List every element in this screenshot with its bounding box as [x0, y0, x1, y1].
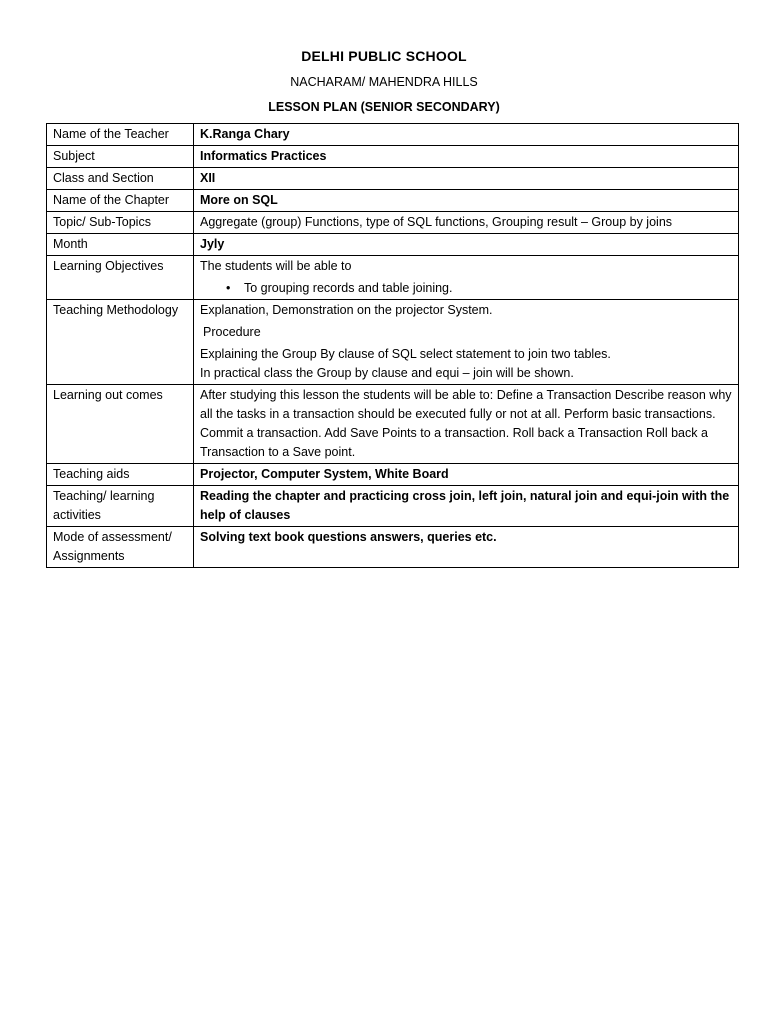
table-row-objectives	[47, 256, 739, 300]
objectives-intro: The students will be able to	[200, 259, 352, 273]
bullet-icon: •	[226, 281, 231, 295]
table-row-aids	[47, 464, 739, 486]
subject-label: Subject	[47, 146, 194, 168]
methodology-line-4: In practical class the Group by clause and equi – join will be shown.	[200, 366, 574, 380]
methodology-line-3: Explaining the Group By clause of SQL select statement to join two tables.	[200, 347, 611, 361]
month-value: Jyly	[194, 234, 739, 256]
activities-label: Teaching/ learning activities	[47, 486, 194, 527]
objectives-bullet-text: To grouping records and table joining.	[244, 281, 453, 295]
outcomes-value: After studying this lesson the students will be able to: Define a Transaction Describe reason why all the tasks in a transaction should be executed fully or not at all. Perform basic transactions. Commit a transaction. Add Save Points to a transaction. Roll back a Transaction Roll back a Transaction to a Save point.	[194, 385, 739, 464]
subject-value: Informatics Practices	[194, 146, 739, 168]
lesson-plan-table	[46, 123, 739, 568]
table-row-assessment	[47, 527, 739, 568]
methodology-line-1: Explanation, Demonstration on the projector System.	[200, 303, 493, 317]
table-row-teacher	[47, 124, 739, 146]
table-row-methodology	[47, 300, 739, 385]
class-section-value: XII	[194, 168, 739, 190]
outcomes-label: Learning out comes	[47, 385, 194, 464]
table-row-outcomes	[47, 385, 739, 464]
table-row-activities	[47, 486, 739, 527]
table-row-month	[47, 234, 739, 256]
teacher-label: Name of the Teacher	[47, 124, 194, 146]
table-row-chapter	[47, 190, 739, 212]
table-row-topic	[47, 212, 739, 234]
chapter-label: Name of the Chapter	[47, 190, 194, 212]
class-section-label: Class and Section	[47, 168, 194, 190]
activities-value: Reading the chapter and practicing cross join, left join, natural join and equi-join with the help of clauses	[194, 486, 739, 527]
assessment-value: Solving text book questions answers, queries etc.	[194, 527, 739, 568]
document-title: LESSON PLAN (SENIOR SECONDARY)	[268, 100, 500, 114]
topic-value: Aggregate (group) Functions, type of SQL functions, Grouping result – Group by joins	[194, 212, 739, 234]
assessment-label: Mode of assessment/ Assignments	[47, 527, 194, 568]
objectives-label: Learning Objectives	[47, 256, 194, 300]
teacher-value: K.Ranga Chary	[194, 124, 739, 146]
table-row-subject	[47, 146, 739, 168]
objectives-bullet-item	[200, 279, 732, 298]
aids-value: Projector, Computer System, White Board	[194, 464, 739, 486]
table-row-class-section	[47, 168, 739, 190]
methodology-label: Teaching Methodology	[47, 300, 194, 385]
aids-label: Teaching aids	[47, 464, 194, 486]
school-name: DELHI PUBLIC SCHOOL	[301, 48, 467, 64]
objectives-cell	[194, 256, 739, 300]
school-branch: NACHARAM/ MAHENDRA HILLS	[290, 75, 478, 89]
topic-label: Topic/ Sub-Topics	[47, 212, 194, 234]
methodology-line-2: Procedure	[203, 325, 261, 339]
methodology-cell	[194, 300, 739, 385]
chapter-value: More on SQL	[194, 190, 739, 212]
month-label: Month	[47, 234, 194, 256]
